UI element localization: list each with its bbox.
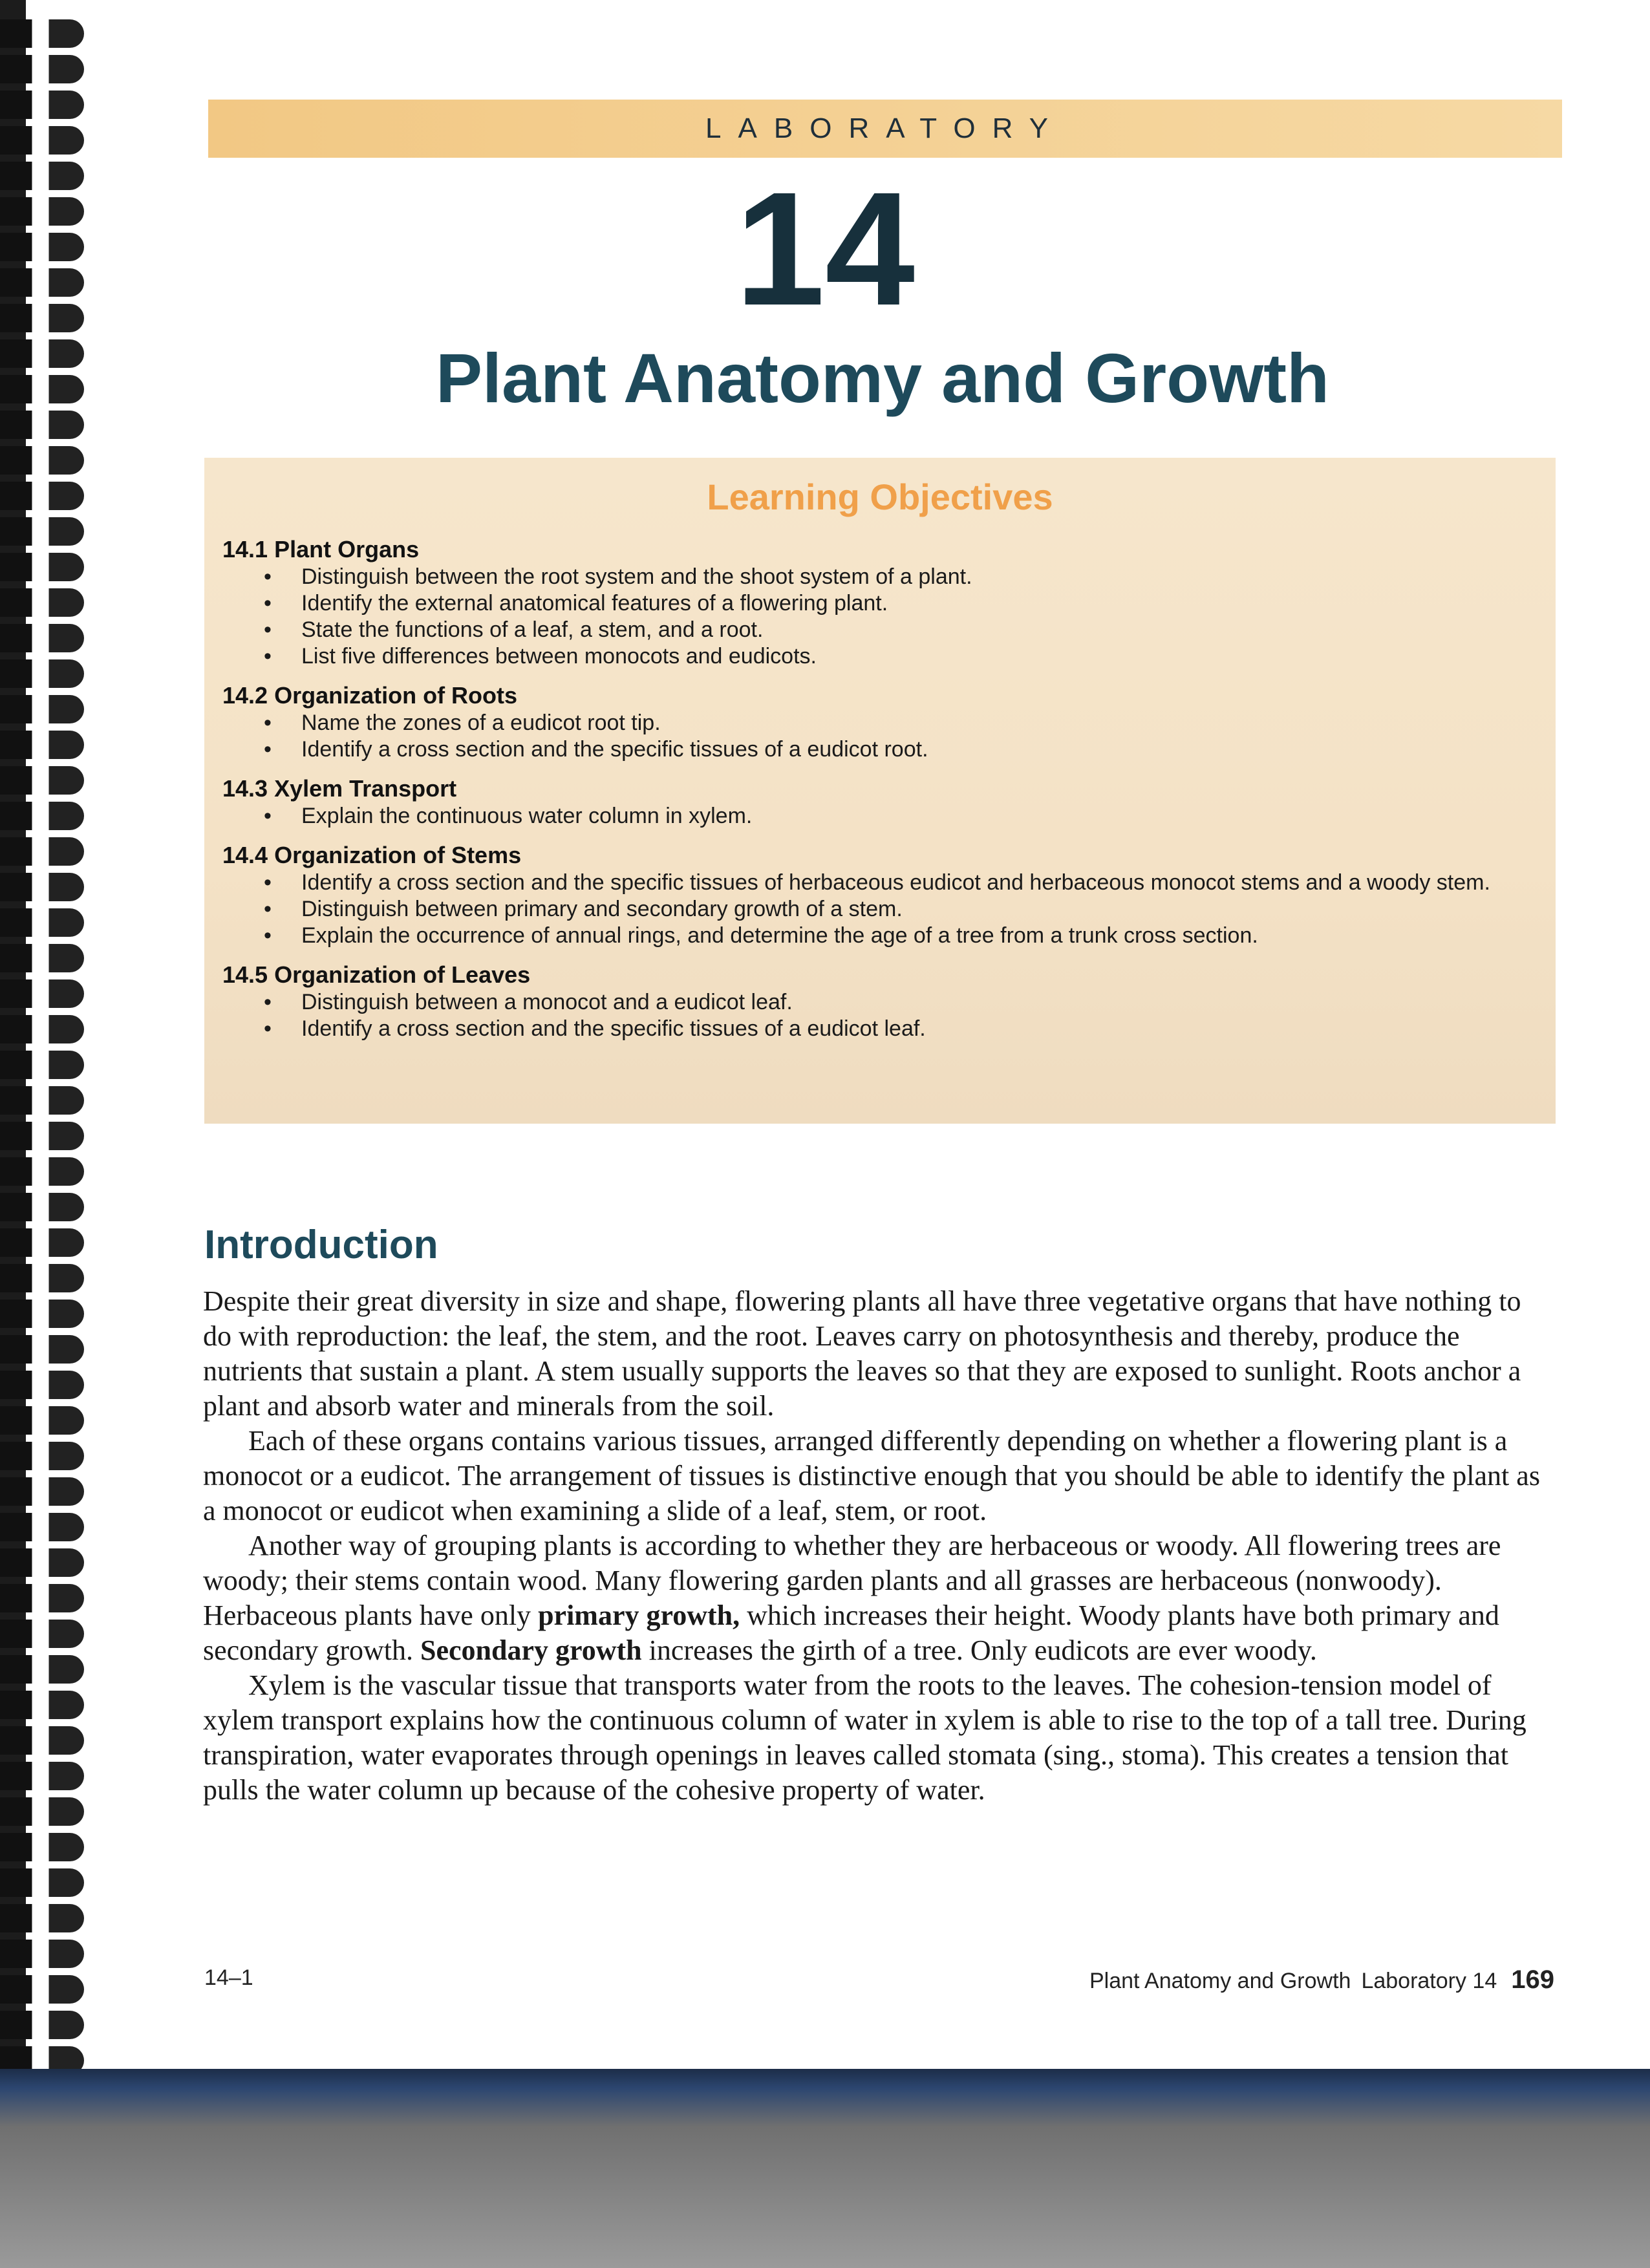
running-lab: Laboratory 14 xyxy=(1361,1969,1497,1993)
intro-paragraph xyxy=(203,1528,1554,1668)
binding-coil xyxy=(0,2011,84,2039)
objective-heading: 14.1 Plant Organs xyxy=(222,536,420,562)
binding-coil xyxy=(0,1228,84,1257)
binding-coil xyxy=(0,624,84,652)
intro-text: Another way of grouping plants is according to whether they are herbaceous or woody. All flowering trees are woody; their stems contain wood. Many flowering garden plants and all grasses are herbaceous (nonwoody). Herbaceous plants have only xyxy=(203,1530,1501,1631)
binding-coil xyxy=(0,766,84,795)
objective-item: • Explain the continuous water column in xylem. xyxy=(301,803,1535,829)
objective-heading: 14.4 Organization of Stems xyxy=(222,842,522,868)
running-title: Plant Anatomy and Growth xyxy=(1089,1969,1351,1993)
binding-coil xyxy=(0,1940,84,1968)
objective-item: • State the functions of a leaf, a stem, and a root. xyxy=(301,617,1535,643)
binding-coil xyxy=(0,1513,84,1541)
binding-coil xyxy=(0,1406,84,1435)
intro-paragraph: Despite their great diversity in size and shape, flowering plants all have three vegetative organs that have nothing to do with reproduction: the leaf, the stem, and the root. Leaves carry on photosynthesis and thereby, produce the nutrients that sustain a plant. A stem usually supports the leaves so that they are exposed to sunlight. Roots anchor a plant and absorb water and minerals from the soil. xyxy=(203,1285,1521,1422)
binding-coil xyxy=(0,126,84,155)
binding-coil xyxy=(0,1193,84,1221)
objective-item: • Identify a cross section and the specific tissues of a eudicot leaf. xyxy=(301,1016,1535,1042)
chapter-title: Plant Anatomy and Growth xyxy=(435,339,1330,417)
binding-coil xyxy=(0,1620,84,1648)
laboratory-banner xyxy=(208,100,1562,158)
binding-coil xyxy=(0,19,84,48)
objectives-list xyxy=(222,535,1535,1054)
objective-section xyxy=(222,681,1535,763)
binding-coil xyxy=(0,1548,84,1577)
term-primary-growth: primary growth, xyxy=(538,1599,740,1631)
objective-item: • Distinguish between a monocot and a eudicot leaf. xyxy=(301,989,1535,1016)
running-footer xyxy=(1089,1965,1554,1995)
binding-coil xyxy=(0,1442,84,1470)
objectives-title: Learning Objectives xyxy=(707,476,1053,517)
binding-coil xyxy=(0,91,84,119)
objective-item: • List five differences between monocots and eudicots. xyxy=(301,643,1535,670)
binding-coil xyxy=(0,446,84,475)
binding-coil xyxy=(0,802,84,830)
binding-coil xyxy=(0,695,84,723)
binding-coil xyxy=(0,1157,84,1186)
binding-coil xyxy=(0,1051,84,1079)
objective-item: • Identify a cross section and the specific tissues of herbaceous eudicot and herbaceous monocot stems and a woody stem. xyxy=(301,870,1535,896)
introduction-heading: Introduction xyxy=(204,1223,438,1267)
objective-item: • Name the zones of a eudicot root tip. xyxy=(301,710,1535,736)
intro-text: increases the girth of a tree. Only eudicots are ever woody. xyxy=(641,1634,1317,1666)
binding-coil xyxy=(0,979,84,1008)
binding-coil xyxy=(0,1655,84,1684)
learning-objectives-box xyxy=(204,458,1556,1124)
binding-coil xyxy=(0,1086,84,1115)
binding-coil xyxy=(0,908,84,937)
laboratory-label: LABORATORY xyxy=(705,112,1065,144)
binding-coil xyxy=(0,588,84,617)
objective-item: • Distinguish between primary and secondary growth of a stem. xyxy=(301,896,1535,923)
binding-coil xyxy=(0,1015,84,1043)
objective-section xyxy=(222,775,1535,829)
binding-coil xyxy=(0,1797,84,1826)
term-secondary-growth: Secondary growth xyxy=(420,1634,642,1666)
binding-coil xyxy=(0,1122,84,1150)
binding-coil xyxy=(0,1264,84,1292)
binding-coil xyxy=(0,553,84,581)
page-number: 169 xyxy=(1511,1965,1554,1994)
objective-item: • Explain the occurrence of annual rings, and determine the age of a tree from a trunk cross section. xyxy=(301,923,1535,949)
objective-heading: 14.2 Organization of Roots xyxy=(222,682,518,709)
objective-item: • Identify the external anatomical features of a flowering plant. xyxy=(301,590,1535,617)
binding-coil xyxy=(0,1762,84,1790)
binding-coil xyxy=(0,517,84,546)
scan-background-strip xyxy=(0,2069,1650,2268)
binding-coil xyxy=(0,1691,84,1719)
intro-text: which increases their height. Woody plants have both primary and secondary growth. xyxy=(203,1599,1499,1666)
objective-section xyxy=(222,841,1535,949)
binding-coil xyxy=(0,1975,84,2004)
binding-coil xyxy=(0,482,84,510)
binding-coil xyxy=(0,1584,84,1612)
binding-coil xyxy=(0,1335,84,1364)
objective-section xyxy=(222,535,1535,670)
binding-coil xyxy=(0,659,84,688)
chapter-number: 14 xyxy=(734,158,916,339)
introduction-body xyxy=(203,1284,1554,1808)
objective-heading: 14.5 Organization of Leaves xyxy=(222,961,531,988)
objective-heading: 14.3 Xylem Transport xyxy=(222,775,457,802)
binding-coil xyxy=(0,1726,84,1755)
intro-paragraph: Each of these organs contains various tissues, arranged differently depending on whether a flowering plant is a monocot or a eudicot. The arrangement of tissues is distinctive enough that you should be able to identify the plant as a monocot or eudicot when examining a slide of a leaf, stem, or root. xyxy=(203,1425,1540,1526)
binding-coil xyxy=(0,1477,84,1506)
binding-coil xyxy=(0,1371,84,1399)
objective-item: • Identify a cross section and the specific tissues of a eudicot root. xyxy=(301,736,1535,763)
objective-item: • Distinguish between the root system and the shoot system of a plant. xyxy=(301,564,1535,590)
binding-coil xyxy=(0,1904,84,1932)
binding-coil xyxy=(0,1300,84,1328)
binding-coil xyxy=(0,1868,84,1897)
objective-section xyxy=(222,961,1535,1042)
binding-coil xyxy=(0,944,84,972)
binding-coil xyxy=(0,837,84,866)
binding-coil xyxy=(0,873,84,901)
binding-coil xyxy=(0,55,84,83)
intro-paragraph: Xylem is the vascular tissue that transports water from the roots to the leaves. The cohesion-tension model of xylem transport explains how the continuous column of water in xylem is able to rise to the top of a tall tree. During transpiration, water evaporates through openings in leaves called stomata (sing., stoma). This creates a tension that pulls the water column up because of the cohesive property of water. xyxy=(203,1669,1527,1806)
binding-coil xyxy=(0,1833,84,1861)
binding-coil xyxy=(0,731,84,759)
page-code: 14–1 xyxy=(204,1965,253,1990)
